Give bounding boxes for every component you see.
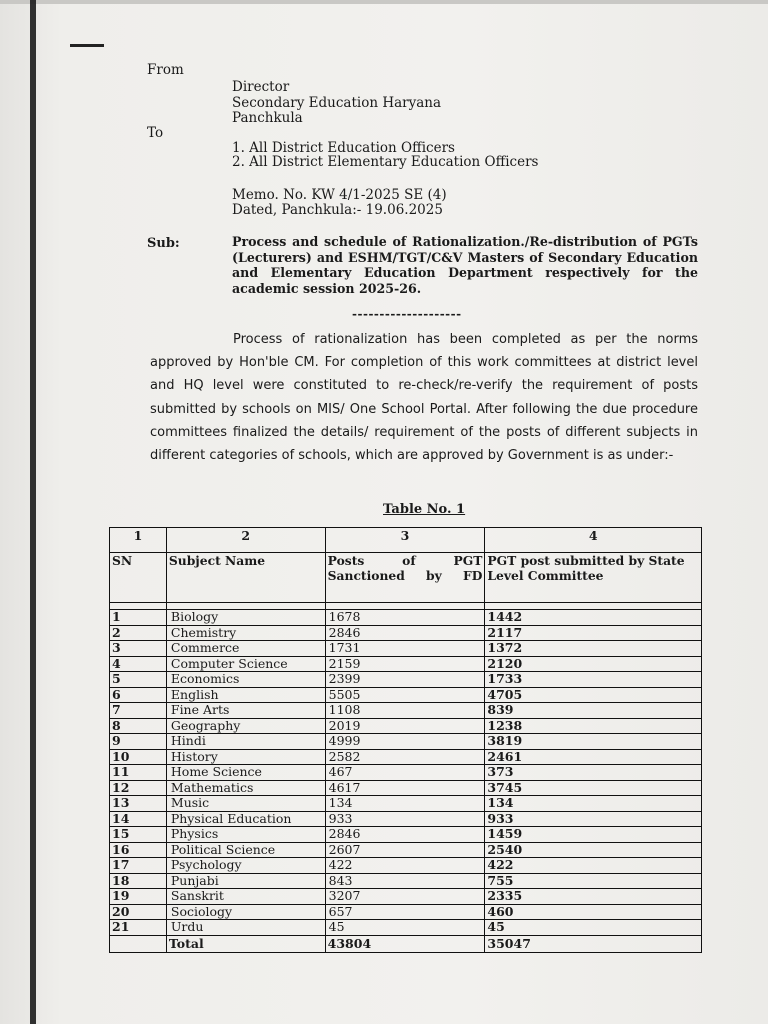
committee-posts-cell: 373	[485, 765, 702, 781]
sn-cell: 6	[110, 687, 167, 703]
sn-cell: 3	[110, 641, 167, 657]
table-row	[110, 889, 702, 905]
committee-posts-cell: 2117	[485, 625, 702, 641]
subject-cell: Mathematics	[166, 780, 325, 796]
subject-cell: Chemistry	[166, 625, 325, 641]
table-row	[110, 873, 702, 889]
sn-cell: 17	[110, 858, 167, 874]
column-number: 3	[325, 528, 485, 553]
column-number: 2	[166, 528, 325, 553]
to-label: To	[147, 125, 164, 141]
table-row	[110, 796, 702, 812]
table-row	[110, 610, 702, 626]
fd-posts-cell: 2399	[325, 672, 485, 688]
committee-posts-cell: 2335	[485, 889, 702, 905]
fd-posts-cell: 2846	[325, 625, 485, 641]
sn-cell: 19	[110, 889, 167, 905]
total-fd: 43804	[325, 935, 485, 952]
subject-cell: Political Science	[166, 842, 325, 858]
subject-cell: Urdu	[166, 920, 325, 936]
table-row	[110, 904, 702, 920]
total-row	[110, 935, 702, 952]
table-row	[110, 842, 702, 858]
table-title: Table No. 1	[383, 502, 466, 517]
header-posts-sanctioned: Posts of PGT Sanctioned by FD	[325, 553, 485, 603]
subject-cell: Fine Arts	[166, 703, 325, 719]
fd-posts-cell: 933	[325, 811, 485, 827]
total-label: Total	[166, 935, 325, 952]
fd-posts-cell: 5505	[325, 687, 485, 703]
fd-posts-cell: 2607	[325, 842, 485, 858]
fd-posts-cell: 2159	[325, 656, 485, 672]
sn-cell: 8	[110, 718, 167, 734]
header-sn: SN	[110, 553, 167, 603]
from-line-director: Director	[232, 79, 290, 95]
from-label: From	[147, 62, 184, 78]
column-number: 1	[110, 528, 167, 553]
sn-cell: 4	[110, 656, 167, 672]
to-line-1: 1. All District Education Officers	[232, 140, 455, 156]
fd-posts-cell: 2582	[325, 749, 485, 765]
table-row	[110, 687, 702, 703]
fd-posts-cell: 45	[325, 920, 485, 936]
sn-cell: 16	[110, 842, 167, 858]
committee-posts-cell: 4705	[485, 687, 702, 703]
fd-posts-cell: 467	[325, 765, 485, 781]
subject-cell: Punjabi	[166, 873, 325, 889]
committee-posts-cell: 460	[485, 904, 702, 920]
table-row	[110, 625, 702, 641]
sn-cell: 21	[110, 920, 167, 936]
sn-cell: 9	[110, 734, 167, 750]
fd-posts-cell: 657	[325, 904, 485, 920]
fd-posts-cell: 1108	[325, 703, 485, 719]
table-row	[110, 780, 702, 796]
subject-cell: Economics	[166, 672, 325, 688]
sn-cell: 15	[110, 827, 167, 843]
subject-cell: Commerce	[166, 641, 325, 657]
sn-cell: 11	[110, 765, 167, 781]
committee-posts-cell: 839	[485, 703, 702, 719]
table-row	[110, 765, 702, 781]
column-number: 4	[485, 528, 702, 553]
sn-cell: 20	[110, 904, 167, 920]
table-row	[110, 641, 702, 657]
subject-cell: History	[166, 749, 325, 765]
from-line-city: Panchkula	[232, 110, 303, 126]
committee-posts-cell: 1442	[485, 610, 702, 626]
page-top-edge	[0, 0, 768, 4]
table-row	[110, 749, 702, 765]
committee-posts-cell: 755	[485, 873, 702, 889]
sn-cell: 12	[110, 780, 167, 796]
table-row	[110, 672, 702, 688]
committee-posts-cell: 2120	[485, 656, 702, 672]
column-number-row	[110, 528, 702, 553]
subject-label: Sub:	[147, 236, 180, 251]
binding-edge	[30, 0, 36, 1024]
subject-cell: Hindi	[166, 734, 325, 750]
subject-cell: Sociology	[166, 904, 325, 920]
committee-posts-cell: 422	[485, 858, 702, 874]
table-row	[110, 656, 702, 672]
committee-posts-cell: 1459	[485, 827, 702, 843]
fd-posts-cell: 134	[325, 796, 485, 812]
fd-posts-cell: 1731	[325, 641, 485, 657]
sn-cell: 14	[110, 811, 167, 827]
sn-cell: 2	[110, 625, 167, 641]
subject-separator: --------------------	[352, 307, 462, 321]
committee-posts-cell: 2540	[485, 842, 702, 858]
sn-cell: 10	[110, 749, 167, 765]
dated-line: Dated, Panchkula:- 19.06.2025	[232, 202, 443, 218]
subject-cell: Geography	[166, 718, 325, 734]
total-committee: 35047	[485, 935, 702, 952]
subject-cell: Sanskrit	[166, 889, 325, 905]
fd-posts-cell: 4999	[325, 734, 485, 750]
from-line-department: Secondary Education Haryana	[232, 95, 442, 111]
fd-posts-cell: 4617	[325, 780, 485, 796]
committee-posts-cell: 933	[485, 811, 702, 827]
subject-cell: Physics	[166, 827, 325, 843]
table-row	[110, 703, 702, 719]
table-row	[110, 827, 702, 843]
committee-posts-cell: 1238	[485, 718, 702, 734]
header-pgt-submitted: PGT post submitted by State Level Committee	[485, 553, 702, 603]
sn-cell: 5	[110, 672, 167, 688]
sn-cell: 18	[110, 873, 167, 889]
fd-posts-cell: 422	[325, 858, 485, 874]
subject-cell: Music	[166, 796, 325, 812]
subject-cell: Biology	[166, 610, 325, 626]
header-subject-name: Subject Name	[166, 553, 325, 603]
subject-cell: English	[166, 687, 325, 703]
page-mark-dash	[70, 44, 104, 47]
body-paragraph: Process of rationalization has been completed as per the norms approved by Hon'ble CM. For completion of this work committees at district level and HQ level were constituted to re-check/re-verify the requirement of posts submitted by schools on MIS/ One School Portal. After following the due procedure committees finalized the details/ requirement of the posts of different subjects in different categories of schools, which are approved by Government is as under:-	[150, 332, 698, 464]
to-line-2: 2. All District Elementary Education Officers	[232, 154, 539, 170]
sn-cell: 1	[110, 610, 167, 626]
subject-cell: Physical Education	[166, 811, 325, 827]
table-header-row	[110, 553, 702, 603]
subject-cell: Home Science	[166, 765, 325, 781]
fd-posts-cell: 2019	[325, 718, 485, 734]
memo-number: Memo. No. KW 4/1-2025 SE (4)	[232, 187, 447, 203]
subject-cell: Psychology	[166, 858, 325, 874]
table-row	[110, 734, 702, 750]
fd-posts-cell: 3207	[325, 889, 485, 905]
subject-text: Process and schedule of Rationalization./Re-distribution of PGTs (Lecturers) and ESHM/TGT/C&V Masters of Secondary Education and Elementary Education Department respectively for the academic session 2025-26.	[232, 234, 698, 296]
committee-posts-cell: 2461	[485, 749, 702, 765]
fd-posts-cell: 2846	[325, 827, 485, 843]
posts-table	[109, 527, 702, 953]
committee-posts-cell: 3745	[485, 780, 702, 796]
table-row	[110, 718, 702, 734]
committee-posts-cell: 3819	[485, 734, 702, 750]
sn-cell: 13	[110, 796, 167, 812]
committee-posts-cell: 1372	[485, 641, 702, 657]
committee-posts-cell: 1733	[485, 672, 702, 688]
table-row	[110, 858, 702, 874]
table-row	[110, 811, 702, 827]
fd-posts-cell: 1678	[325, 610, 485, 626]
total-sn-cell	[110, 935, 167, 952]
sn-cell: 7	[110, 703, 167, 719]
committee-posts-cell: 134	[485, 796, 702, 812]
committee-posts-cell: 45	[485, 920, 702, 936]
table-row	[110, 920, 702, 936]
fd-posts-cell: 843	[325, 873, 485, 889]
subject-cell: Computer Science	[166, 656, 325, 672]
